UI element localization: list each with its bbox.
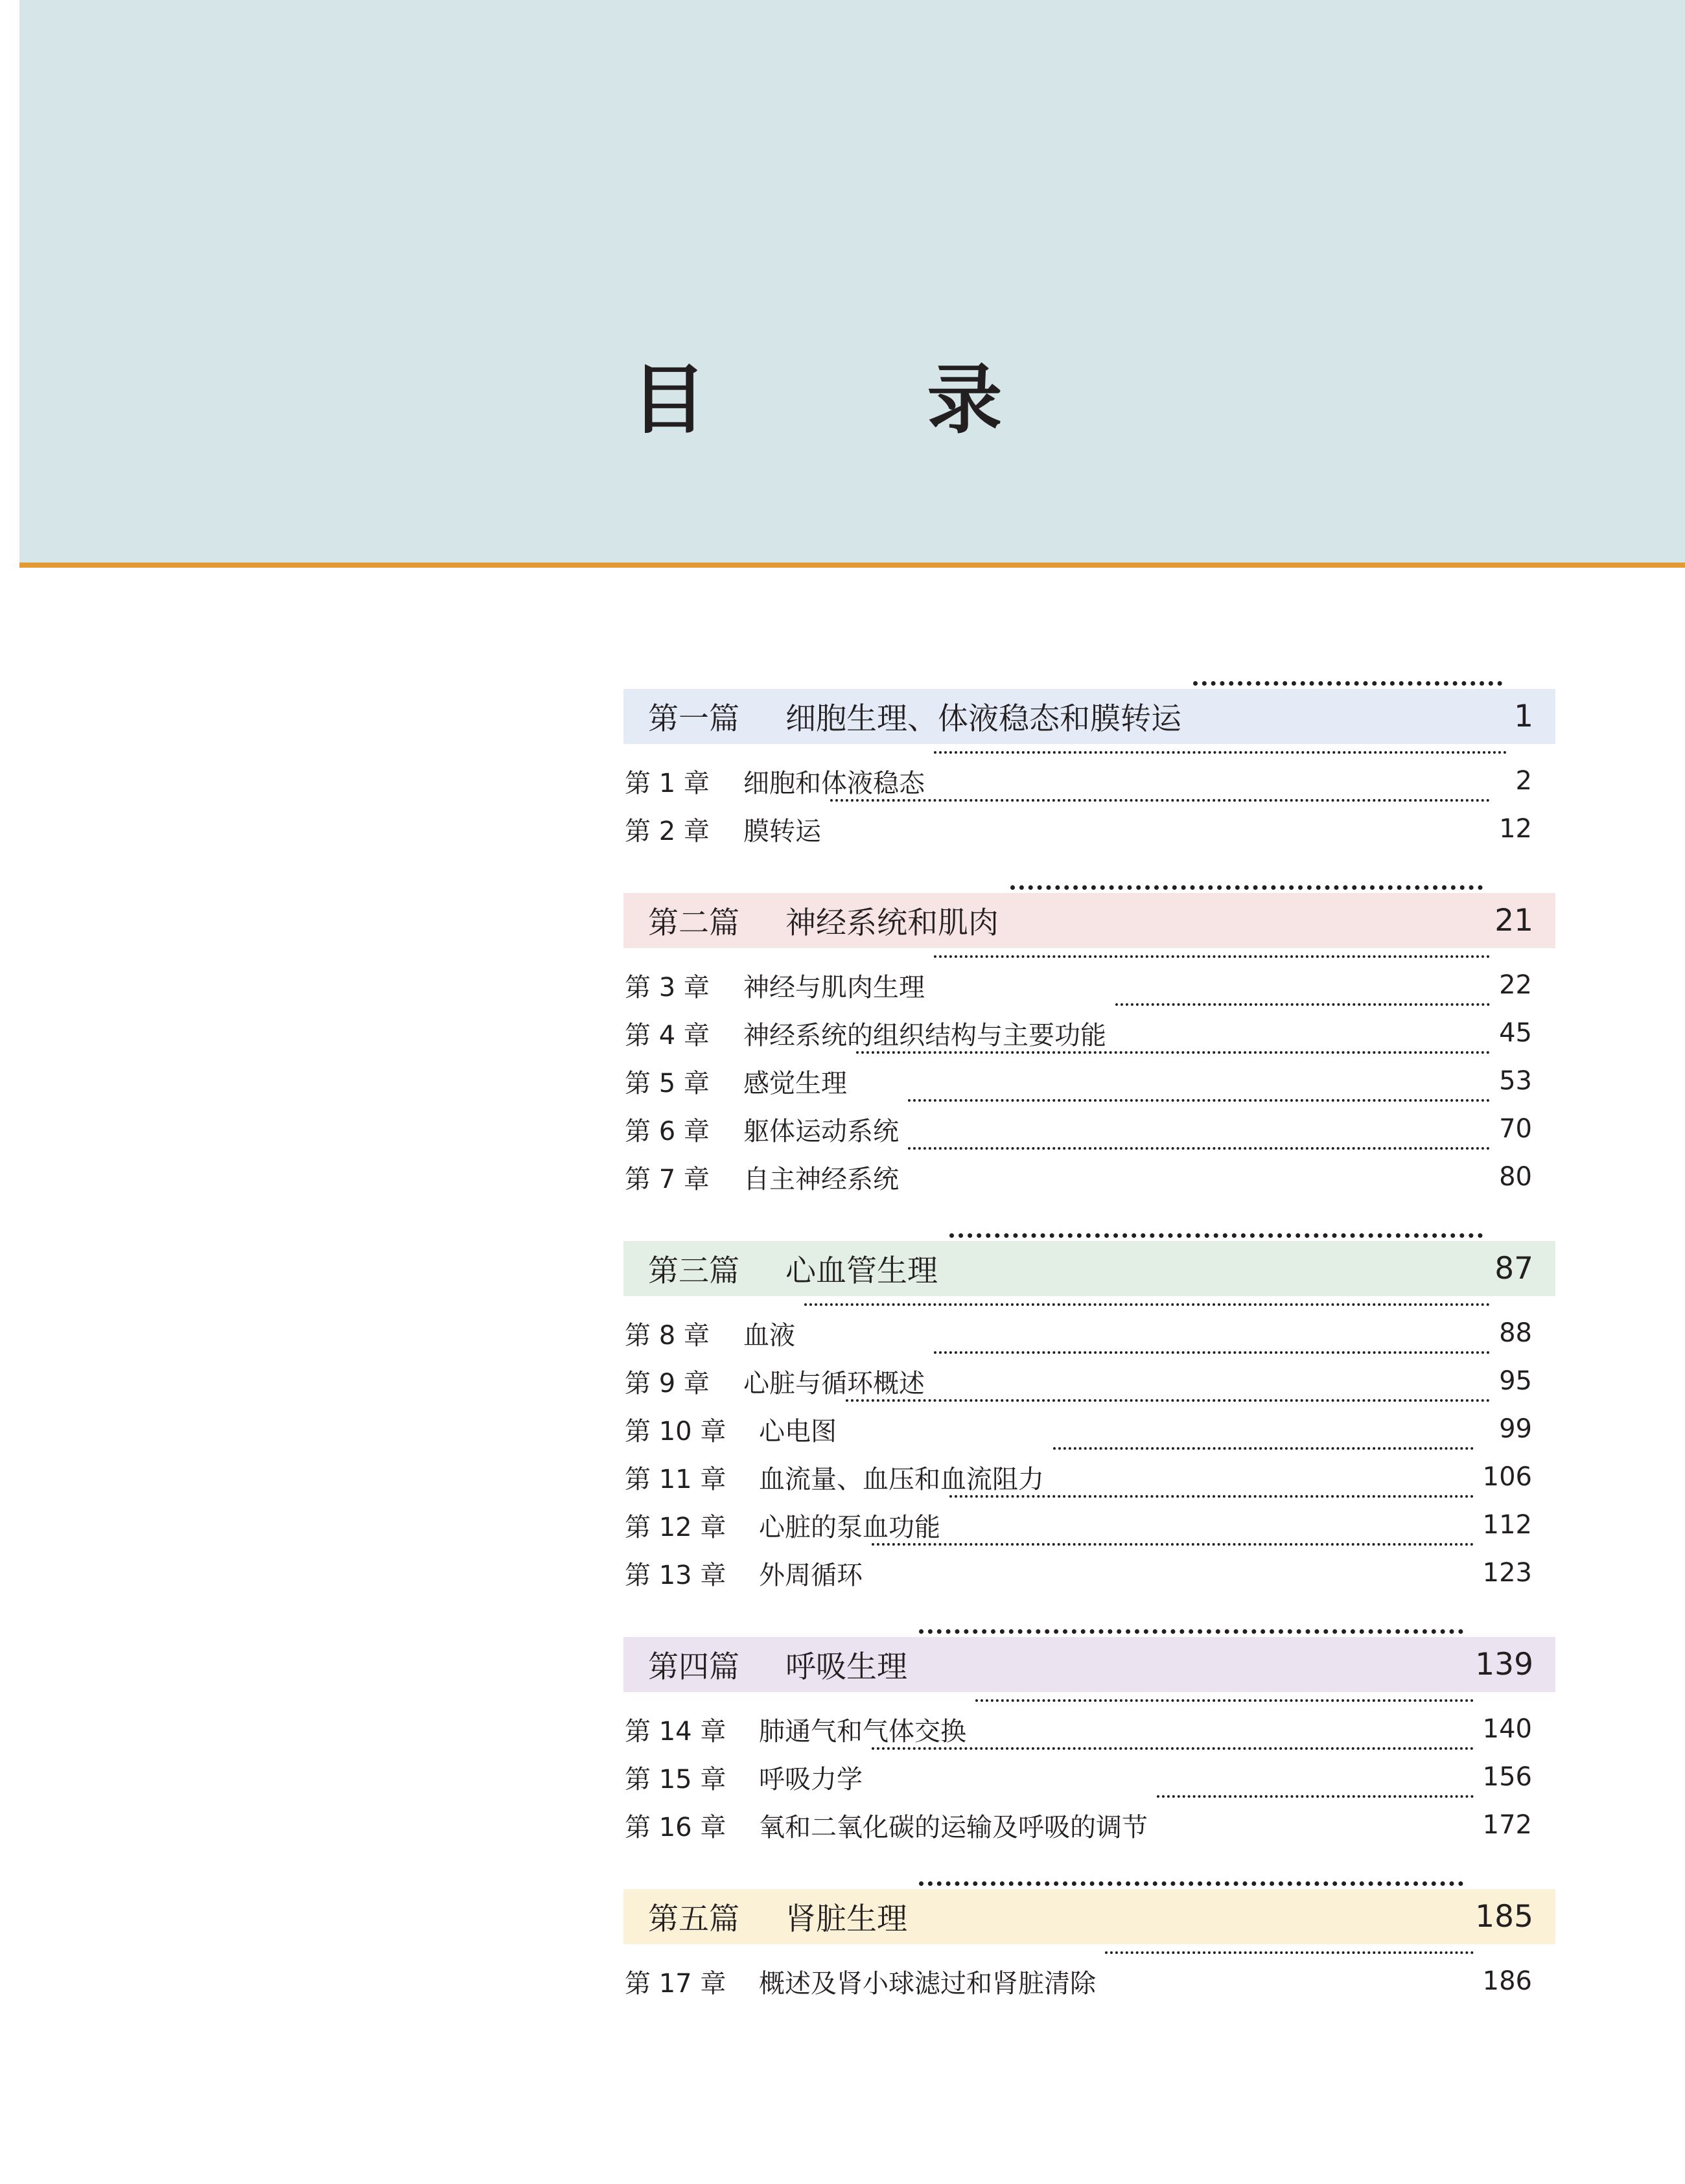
chapter-number: 第 5 章 xyxy=(625,1068,710,1098)
part-title: 肾脏生理 xyxy=(785,1901,907,1937)
chapter-entry[interactable] xyxy=(623,1753,1555,1801)
dot-leader xyxy=(934,955,1490,958)
dot-leader xyxy=(872,1543,1474,1546)
chapter-number: 第 10 章 xyxy=(625,1416,726,1446)
chapter-entry[interactable] xyxy=(623,1705,1555,1753)
page-number: 123 xyxy=(1482,1558,1532,1588)
chapter-list xyxy=(623,757,1555,853)
dot-leader xyxy=(934,751,1507,754)
part-title: 神经系统和肌肉 xyxy=(785,905,999,941)
chapter-entry[interactable] xyxy=(623,1309,1555,1357)
chapter-number: 第 11 章 xyxy=(625,1464,726,1494)
chapter-number: 第 4 章 xyxy=(625,1020,710,1051)
chapter-entry[interactable] xyxy=(623,1357,1555,1405)
chapter-title: 肺通气和气体交换 xyxy=(759,1716,966,1747)
page-number: 12 xyxy=(1499,814,1532,844)
page-number: 88 xyxy=(1499,1318,1532,1348)
dot-leader xyxy=(872,1747,1474,1750)
chapter-title: 感觉生理 xyxy=(743,1068,847,1098)
chapter-entry[interactable] xyxy=(623,1453,1555,1501)
page-number: 21 xyxy=(1494,903,1533,938)
dot-leader xyxy=(1010,885,1483,890)
part-block xyxy=(623,1637,1555,1849)
part-heading[interactable] xyxy=(623,1241,1555,1296)
page-number: 70 xyxy=(1499,1114,1532,1144)
dot-leader xyxy=(1115,1003,1490,1006)
chapter-title: 心脏的泵血功能 xyxy=(759,1512,940,1542)
chapter-title: 膜转运 xyxy=(743,816,821,846)
page-number: 1 xyxy=(1514,699,1533,734)
page-number: 22 xyxy=(1499,970,1532,1000)
part-number: 第三篇 xyxy=(648,1253,739,1289)
chapter-number: 第 13 章 xyxy=(625,1560,726,1590)
page-number: 2 xyxy=(1515,766,1532,796)
chapter-title: 概述及肾小球滤过和肾脏清除 xyxy=(759,1968,1096,1999)
chapter-number: 第 9 章 xyxy=(625,1368,710,1399)
part-heading[interactable] xyxy=(623,1889,1555,1944)
part-heading[interactable] xyxy=(623,893,1555,948)
chapter-title: 神经系统的组织结构与主要功能 xyxy=(743,1020,1106,1051)
part-block xyxy=(623,893,1555,1201)
chapter-number: 第 14 章 xyxy=(625,1716,726,1747)
page-number: 106 xyxy=(1482,1462,1532,1492)
dot-leader xyxy=(908,1147,1490,1150)
chapter-list xyxy=(623,1309,1555,1597)
dot-leader xyxy=(908,1099,1490,1102)
chapter-entry[interactable] xyxy=(623,805,1555,853)
chapter-number: 第 7 章 xyxy=(625,1164,710,1194)
part-block xyxy=(623,1889,1555,2005)
chapter-entry[interactable] xyxy=(623,1957,1555,2005)
page-title: 目 录 xyxy=(631,356,1100,444)
page-number: 156 xyxy=(1482,1762,1532,1792)
page-number: 87 xyxy=(1494,1251,1533,1286)
dot-leader xyxy=(975,1699,1474,1702)
dot-leader xyxy=(856,1051,1490,1054)
chapter-number: 第 1 章 xyxy=(625,768,710,798)
dot-leader xyxy=(1157,1795,1474,1798)
chapter-number: 第 16 章 xyxy=(625,1812,726,1842)
chapter-entry[interactable] xyxy=(623,1009,1555,1057)
page-number: 45 xyxy=(1499,1018,1532,1048)
chapter-title: 血流量、血压和血流阻力 xyxy=(759,1464,1044,1494)
part-number: 第一篇 xyxy=(648,701,739,737)
chapter-list xyxy=(623,1705,1555,1849)
chapter-list xyxy=(623,961,1555,1201)
chapter-title: 细胞和体液稳态 xyxy=(743,768,925,798)
dot-leader xyxy=(846,1399,1490,1402)
part-heading[interactable] xyxy=(623,689,1555,744)
chapter-entry[interactable] xyxy=(623,1405,1555,1453)
page-number: 186 xyxy=(1482,1966,1532,1996)
chapter-title: 神经与肌肉生理 xyxy=(743,972,925,1003)
chapter-number: 第 8 章 xyxy=(625,1320,710,1351)
chapter-entry[interactable] xyxy=(623,1153,1555,1201)
dot-leader xyxy=(919,1881,1463,1886)
chapter-number: 第 6 章 xyxy=(625,1116,710,1146)
chapter-list xyxy=(623,1957,1555,2005)
part-title: 心血管生理 xyxy=(785,1253,938,1289)
part-number: 第二篇 xyxy=(648,905,739,941)
page-number: 112 xyxy=(1482,1510,1532,1540)
page-number: 95 xyxy=(1499,1366,1532,1396)
chapter-number: 第 3 章 xyxy=(625,972,710,1003)
chapter-number: 第 2 章 xyxy=(625,816,710,846)
chapter-entry[interactable] xyxy=(623,757,1555,805)
page-number: 53 xyxy=(1499,1066,1532,1096)
dot-leader xyxy=(1193,681,1502,686)
chapter-title: 外周循环 xyxy=(759,1560,863,1590)
chapter-entry[interactable] xyxy=(623,1501,1555,1549)
chapter-entry[interactable] xyxy=(623,961,1555,1009)
dot-leader xyxy=(804,1303,1490,1306)
page-number: 80 xyxy=(1499,1162,1532,1192)
chapter-number: 第 15 章 xyxy=(625,1764,726,1795)
page-number: 139 xyxy=(1475,1647,1533,1682)
page-number: 185 xyxy=(1475,1899,1533,1934)
dot-leader xyxy=(949,1495,1474,1498)
chapter-title: 躯体运动系统 xyxy=(743,1116,899,1146)
table-of-contents xyxy=(623,689,1555,2045)
chapter-number: 第 17 章 xyxy=(625,1968,726,1999)
chapter-title: 血液 xyxy=(743,1320,795,1351)
dot-leader xyxy=(1053,1447,1474,1450)
chapter-entry[interactable] xyxy=(623,1549,1555,1597)
page-number: 99 xyxy=(1499,1414,1532,1444)
dot-leader xyxy=(1105,1951,1474,1954)
dot-leader xyxy=(949,1233,1483,1238)
part-number: 第五篇 xyxy=(648,1901,739,1937)
part-title: 细胞生理、体液稳态和膜转运 xyxy=(785,701,1181,737)
header-band xyxy=(19,0,1685,563)
part-heading[interactable] xyxy=(623,1637,1555,1692)
chapter-title: 呼吸力学 xyxy=(759,1764,863,1795)
chapter-title: 心电图 xyxy=(759,1416,837,1446)
part-number: 第四篇 xyxy=(648,1649,739,1685)
part-title: 呼吸生理 xyxy=(785,1649,907,1685)
page-number: 140 xyxy=(1482,1714,1532,1744)
dot-leader xyxy=(934,1351,1490,1354)
chapter-title: 心脏与循环概述 xyxy=(743,1368,925,1399)
chapter-title: 自主神经系统 xyxy=(743,1164,899,1194)
part-block xyxy=(623,689,1555,853)
page-number: 172 xyxy=(1482,1810,1532,1840)
dot-leader xyxy=(919,1629,1463,1634)
part-block xyxy=(623,1241,1555,1597)
header-rule xyxy=(19,563,1685,568)
chapter-number: 第 12 章 xyxy=(625,1512,726,1542)
chapter-entry[interactable] xyxy=(623,1057,1555,1105)
dot-leader xyxy=(830,799,1490,802)
chapter-entry[interactable] xyxy=(623,1105,1555,1153)
chapter-entry[interactable] xyxy=(623,1801,1555,1849)
chapter-title: 氧和二氧化碳的运输及呼吸的调节 xyxy=(759,1812,1148,1842)
